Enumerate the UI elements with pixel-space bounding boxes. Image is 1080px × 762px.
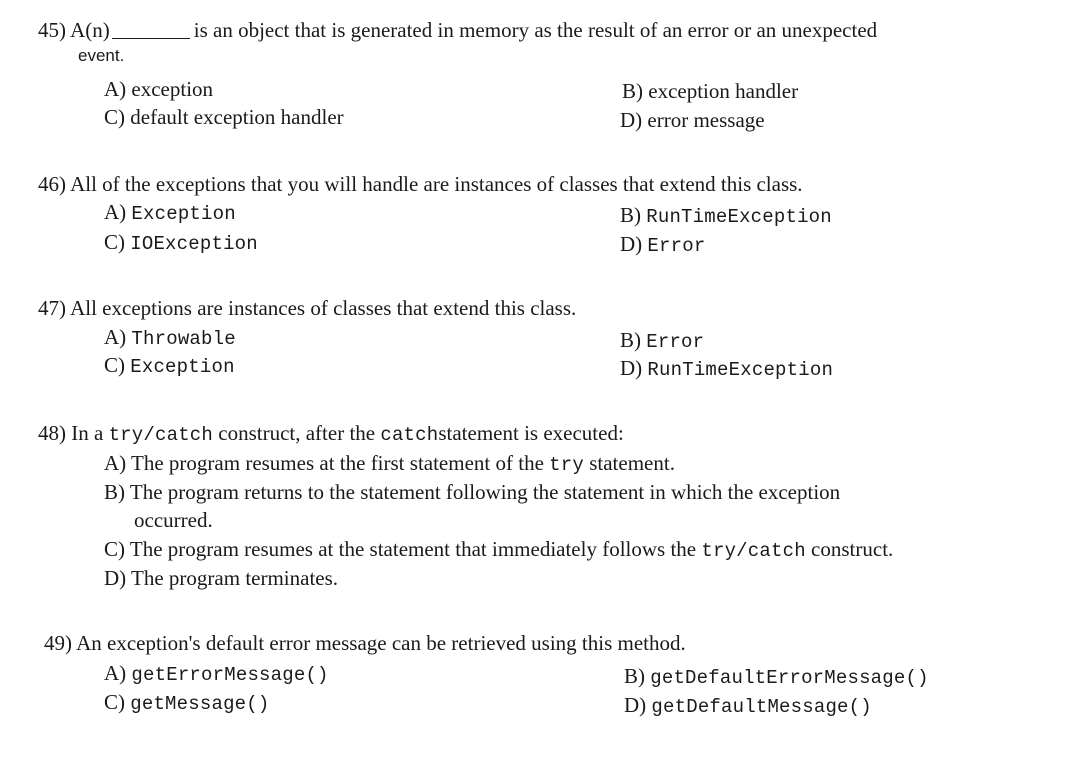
option-45-d: D) error message — [620, 108, 765, 132]
question-stem-end: is an object that is generated in memory as the result of an error or an unexpected — [193, 18, 878, 42]
option-code: getMessage() — [130, 693, 270, 715]
question-48 — [38, 421, 624, 446]
question-stem-part: construct, after the — [218, 421, 376, 445]
option-text: construct. — [811, 537, 894, 561]
option-label: C) — [104, 230, 125, 254]
option-48-b-line1: B) The program returns to the statement following the statement in which the exception — [104, 480, 841, 504]
option-47-c — [104, 353, 235, 378]
question-number: 48) — [38, 421, 66, 445]
option-label: A) — [104, 661, 127, 685]
question-stem: An exception's default error message can be retrieved using this method. — [76, 631, 686, 655]
option-code: try — [549, 454, 584, 476]
option-45-a: A) exception — [104, 77, 214, 101]
option-label: C) — [104, 353, 125, 377]
option-code: Exception — [131, 203, 236, 225]
option-code: getDefaultMessage() — [651, 696, 872, 718]
option-45-c: C) default exception handler — [104, 105, 344, 129]
option-code: Error — [647, 235, 706, 257]
option-code: Exception — [130, 356, 235, 378]
option-46-d — [620, 232, 705, 257]
question-number: 47) — [38, 296, 66, 320]
option-code: getDefaultErrorMessage() — [650, 667, 929, 689]
option-label: B) — [624, 664, 645, 688]
option-label: C) — [104, 690, 125, 714]
option-code: RunTimeException — [646, 206, 832, 228]
question-45-stem-wrap: event. — [78, 46, 125, 65]
option-49-d — [624, 693, 872, 718]
question-stem: All of the exceptions that you will handle are instances of classes that extend this class. — [70, 172, 803, 196]
option-code: RunTimeException — [647, 359, 834, 381]
option-47-a — [104, 325, 236, 350]
option-47-d — [620, 356, 833, 381]
option-49-b — [624, 664, 929, 689]
question-stem-part: statement is executed: — [438, 421, 624, 445]
option-46-b — [620, 203, 832, 228]
option-text: C) The program resumes at the statement that immediately follows the — [104, 537, 697, 561]
question-number: 45) — [38, 18, 66, 42]
option-46-c — [104, 230, 258, 255]
option-text: statement. — [589, 451, 675, 475]
option-45-b: B) exception handler — [622, 79, 799, 103]
option-label: B) — [620, 328, 641, 352]
option-label: A) — [104, 325, 127, 349]
option-49-a — [104, 661, 329, 686]
option-label: D) — [624, 693, 647, 717]
answer-blank — [112, 22, 190, 39]
option-code: Throwable — [131, 328, 236, 350]
option-text: A) The program resumes at the first statement of the — [104, 451, 544, 475]
option-code: Error — [646, 331, 705, 353]
option-48-a — [104, 451, 675, 476]
stem-code-catch: catch — [380, 424, 439, 446]
question-46 — [38, 172, 803, 197]
question-number: 49) — [44, 631, 72, 655]
option-label: D) — [620, 356, 643, 380]
option-48-c — [104, 537, 893, 562]
option-49-c — [104, 690, 269, 715]
option-48-b-line2: occurred. — [134, 508, 213, 532]
option-label: B) — [620, 203, 641, 227]
option-code: try/catch — [701, 540, 806, 562]
option-code: getErrorMessage() — [131, 664, 329, 686]
option-47-b — [620, 328, 704, 353]
option-48-d: D) The program terminates. — [104, 566, 339, 590]
stem-code-try-catch: try/catch — [108, 424, 213, 446]
option-label: A) — [104, 200, 127, 224]
option-code: IOException — [130, 233, 258, 255]
question-stem-part: In a — [71, 421, 104, 445]
question-stem: All exceptions are instances of classes that extend this class. — [70, 296, 577, 320]
question-49 — [44, 631, 686, 656]
question-47 — [38, 296, 576, 321]
question-45 — [38, 18, 877, 43]
option-label: D) — [620, 232, 643, 256]
option-46-a — [104, 200, 236, 225]
question-stem-start: A(n) — [70, 18, 110, 42]
question-number: 46) — [38, 172, 66, 196]
